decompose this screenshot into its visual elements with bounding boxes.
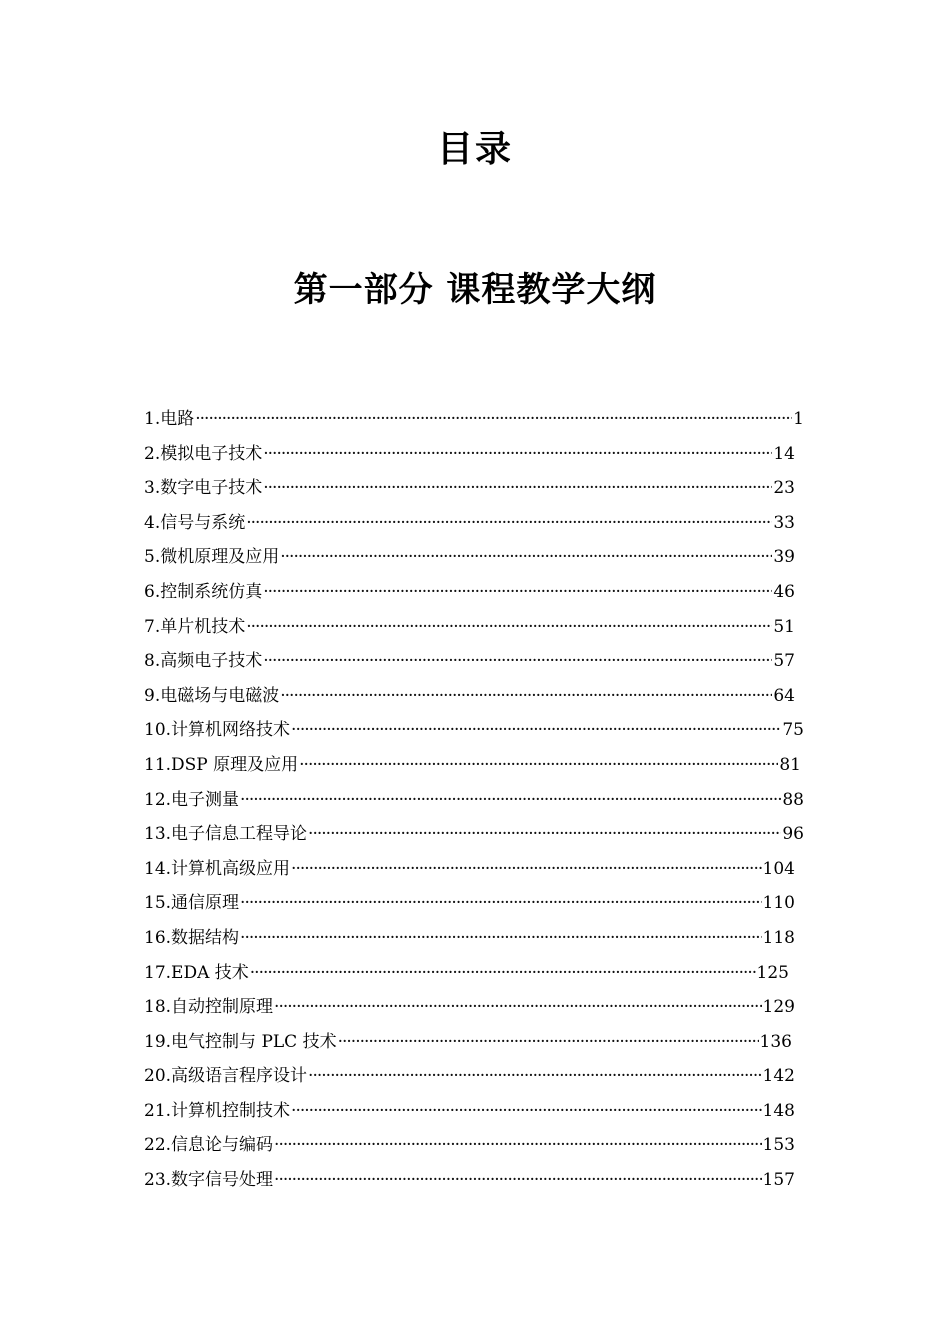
- page-title: 目录: [436, 129, 513, 170]
- toc-dot-leader: [240, 783, 781, 817]
- toc-entry-page-number: 1: [793, 409, 804, 429]
- toc-entry-label: 5.微机原理及应用: [144, 547, 280, 568]
- toc-entry-page-number: 110: [762, 893, 795, 914]
- toc-dot-leader: [240, 886, 762, 920]
- toc-entry-label: 22.信息论与编码: [144, 1135, 274, 1156]
- toc-entry-label: 3.数字电子技术: [144, 478, 263, 499]
- toc-entry-page-number: 104: [762, 858, 795, 879]
- toc-entry-page-number: 142: [762, 1066, 795, 1087]
- toc-dot-leader: [291, 852, 762, 886]
- toc-entry-page-number: 157: [762, 1170, 795, 1191]
- toc-entry-page-number: 14: [773, 443, 795, 464]
- toc-entry[interactable]: [144, 575, 804, 610]
- toc-entry-page-number: 153: [762, 1135, 795, 1156]
- toc-entry[interactable]: [144, 1163, 804, 1198]
- toc-entry[interactable]: [144, 402, 804, 437]
- toc-entry[interactable]: [144, 1059, 804, 1094]
- toc-entry-page-number: 81: [779, 754, 801, 775]
- toc-entry-label: 19.电气控制与 PLC 技术: [144, 1031, 337, 1052]
- toc-entry[interactable]: [144, 506, 804, 541]
- toc-entry-label: 9.电磁场与电磁波: [144, 685, 280, 706]
- toc-entry-label: 10.计算机网络技术: [144, 720, 291, 741]
- toc-entry-page-number: 88: [782, 789, 804, 810]
- toc-entry-page-number: 148: [762, 1100, 795, 1121]
- toc-entry[interactable]: [144, 679, 804, 714]
- toc-entry-label: 15.通信原理: [144, 893, 240, 914]
- toc-entry-page-number: 75: [782, 720, 804, 741]
- toc-dot-leader: [263, 575, 772, 609]
- toc-dot-leader: [291, 1094, 762, 1128]
- toc-entry-label: 11.DSP 原理及应用: [144, 754, 299, 775]
- toc-entry-page-number: 39: [773, 547, 795, 568]
- toc-entry[interactable]: [144, 1128, 804, 1163]
- toc-dot-leader: [338, 1025, 759, 1059]
- toc-entry[interactable]: [144, 990, 804, 1025]
- toc-entry-page-number: 129: [762, 997, 795, 1018]
- table-of-contents: [144, 402, 804, 1198]
- toc-dot-leader: [308, 817, 781, 851]
- toc-entry-label: 18.自动控制原理: [144, 997, 274, 1018]
- toc-entry[interactable]: [144, 437, 804, 472]
- toc-entry-page-number: 118: [762, 927, 795, 948]
- toc-dot-leader: [291, 713, 781, 747]
- toc-entry-page-number: 136: [759, 1031, 792, 1052]
- toc-entry-label: 13.电子信息工程导论: [144, 824, 308, 845]
- toc-entry-page-number: 33: [773, 512, 795, 533]
- toc-entry[interactable]: [144, 1025, 804, 1060]
- toc-dot-leader: [195, 402, 792, 436]
- toc-entry[interactable]: [144, 956, 804, 991]
- toc-dot-leader: [299, 748, 778, 782]
- toc-dot-leader: [274, 990, 762, 1024]
- toc-dot-leader: [274, 1163, 762, 1197]
- toc-entry-page-number: 125: [756, 962, 789, 983]
- toc-dot-leader: [246, 610, 772, 644]
- toc-entry[interactable]: [144, 644, 804, 679]
- toc-dot-leader: [263, 644, 772, 678]
- toc-entry-label: 1.电路: [144, 409, 195, 429]
- toc-entry-label: 2.模拟电子技术: [144, 443, 263, 464]
- toc-entry-page-number: 96: [782, 824, 804, 845]
- toc-entry[interactable]: [144, 783, 804, 818]
- toc-entry-label: 16.数据结构: [144, 927, 240, 948]
- toc-dot-leader: [240, 921, 762, 955]
- toc-entry-page-number: 23: [773, 478, 795, 499]
- toc-entry[interactable]: [144, 886, 804, 921]
- toc-dot-leader: [263, 471, 772, 505]
- toc-dot-leader: [280, 540, 772, 574]
- toc-entry[interactable]: [144, 540, 804, 575]
- toc-entry[interactable]: [144, 471, 804, 506]
- toc-entry[interactable]: [144, 852, 804, 887]
- toc-entry[interactable]: [144, 748, 804, 783]
- toc-dot-leader: [274, 1128, 762, 1162]
- toc-entry[interactable]: [144, 713, 804, 748]
- toc-entry[interactable]: [144, 817, 804, 852]
- toc-entry-label: 20.高级语言程序设计: [144, 1066, 308, 1087]
- toc-entry[interactable]: [144, 1094, 804, 1129]
- toc-entry-page-number: 64: [773, 685, 795, 706]
- toc-entry-label: 23.数字信号处理: [144, 1170, 274, 1191]
- toc-entry-page-number: 46: [773, 581, 795, 602]
- toc-entry[interactable]: [144, 610, 804, 645]
- toc-entry[interactable]: [144, 921, 804, 956]
- toc-entry-page-number: 57: [773, 651, 795, 672]
- toc-dot-leader: [263, 437, 772, 471]
- toc-entry-label: 21.计算机控制技术: [144, 1100, 291, 1121]
- toc-entry-label: 4.信号与系统: [144, 512, 246, 533]
- part-title: 第一部分 课程教学大纲: [293, 270, 657, 310]
- toc-entry-label: 8.高频电子技术: [144, 651, 263, 672]
- toc-entry-label: 6.控制系统仿真: [144, 581, 263, 602]
- toc-entry-label: 17.EDA 技术: [144, 962, 249, 983]
- toc-entry-page-number: 51: [773, 616, 795, 637]
- toc-entry-label: 7.单片机技术: [144, 616, 246, 637]
- toc-dot-leader: [308, 1059, 762, 1093]
- toc-dot-leader: [246, 506, 772, 540]
- toc-dot-leader: [280, 679, 772, 713]
- toc-dot-leader: [250, 956, 756, 990]
- toc-entry-label: 12.电子测量: [144, 789, 240, 810]
- toc-entry-label: 14.计算机高级应用: [144, 858, 291, 879]
